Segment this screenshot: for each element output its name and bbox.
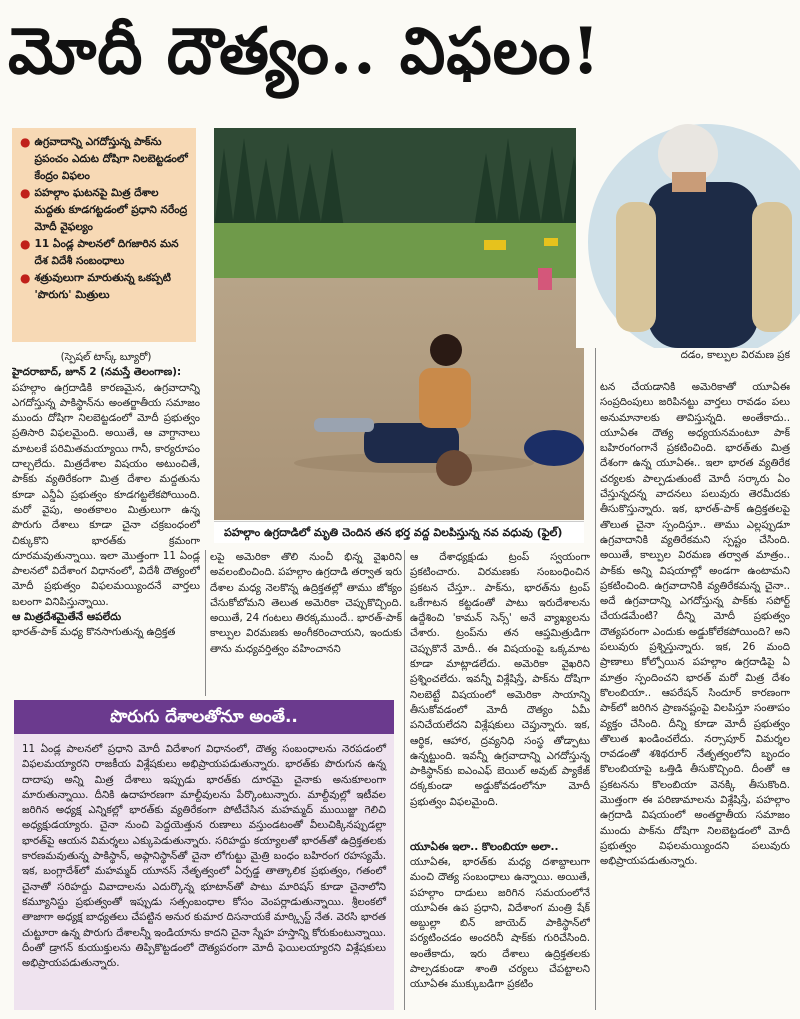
- bullet-icon: ●: [20, 135, 31, 149]
- article-paragraph: ఆ దేశాధ్యక్షుడు ట్రంప్ స్వయంగా ప్రకటించారు. విరమణకు సంబంధించిన ప్రకటన చేస్తూ.. పాక్‌ను, భారత్‌ను ట్రంప్ ఒకేగాటన కట్టడంతో పాటు ఇరుదేశాలను ఉద్దేశించి 'కామన్ సెన్స్' అనే వ్యాఖ్యలను చేశారు. ట్రంప్‌ను తన ఆప్తమిత్రుడిగా చెప్పుకొనే మోదీ.. ఈ విషయంపై ఒక్కమాట కూడా మాట్లాడలేదు. అమెరికా వైఖరిని ప్రశ్నించలేదు. ఇవన్నీ విశ్లేషిస్తే, పాక్‌ను దోషిగా నిలబెట్టే విషయంలో అమెరికా సాయాన్ని తీసుకోవడంలో మోదీ దౌత్యం ఏమీ పనిచేయలేదని విశ్లేషకులు చెప్తున్నారు. ఇక, ఆర్థిక, ఆహార, ద్రవ్యనిధి సంస్థ తోడ్పాటు ఉన్నట్టుంది. ఇవన్నీ ఉగ్రవాదాన్ని ఎగదోస్తున్న పాకిస్థాన్‌కు ఐఎంఎఫ్ బెయిల్ అవుట్ ప్యాకేజ్ దక్కకుండా అడ్డుకోవడంలోనూ మోదీ ప్రభుత్వం విఫలమైంది.: [410, 551, 590, 808]
- pm-photo: [576, 112, 800, 348]
- bullet-icon: ●: [20, 186, 31, 200]
- highlight-text: ఉగ్రవాదాన్ని ఎగదోస్తున్న పాక్‌ను ప్రపంచం ఎదుట దోషిగా నిలబెట్టడంలో కేంద్రం విఫలం: [34, 136, 188, 182]
- article-paragraph: లపై అమెరికా తొలి నుంచీ భిన్న వైఖరిని అవలంబించింది. పహల్గాం ఉగ్రదాడి తర్వాత ఇరు దేశాల మధ్య నెలకొన్న ఉద్రిక్తతల్లో తాము జోక్యం చేసుకోబోమని తెలుత అమెరికా చెప్పుకొచ్చింది. అయితే, 24 గంటలు తిరక్కముందే.. భారత్-పాక్ కాల్పుల విరమణకు అంగీకరించాయని, ఇందుకు తాను మధ్యవర్తిత్వం వహించానని: [210, 551, 402, 655]
- column-divider: [404, 550, 405, 1010]
- highlight-text: శత్రువులుగా మారుతున్న ఒకప్పటి 'పొరుగు' మిత్రులు: [34, 272, 171, 301]
- byline: (స్పెషల్ టాస్క్ బ్యూరో): [60, 351, 152, 363]
- highlight-item: [20, 236, 190, 270]
- bullet-icon: ●: [20, 237, 31, 251]
- highlight-item: [20, 270, 190, 304]
- box-paragraph: 11 ఏండ్ల పాలనలో ప్రధాని మోదీ విదేశాంగ విధానంలో, దౌత్య సంబంధాలను నెరపడంలో విఫలమయ్యారని రాజకీయ విశ్లేషకులు అభిప్రాయపడుతున్నారు. భారత్‌కు పొరుగున ఉన్న దాదాపు అన్ని మిత్ర దేశాలు ఇప్పుడు భారత్‌కు దూరమై చైనాకు అనుకూలంగా మారుతున్నాయి. దీనికి ఉదాహరణగా మాల్దీవులను పేర్కొంటున్నారు. మాల్దీవుల్లో ఇటీవల జరిగిన అధ్యక్ష ఎన్నికల్లో భారత్‌కు వ్యతిరేకంగా పోటీచేసిన మహమ్మద్ ముయిజ్జు గెలిచి అధ్యక్షుడయ్యారు. చైనా నుంచి పెద్దయెత్తున రుణాలు వస్తుండటంతో వీలుచిక్కినప్పుడల్లా భారత్‌పై ఆయన విమర్శలు ఎక్కుపెడుతున్నారు. సరిహద్దు కయ్యాలతో భారత్‌తో ఉద్రిక్తతలకు కారణమవుతున్న పాకిస్థాన్, అఫ్గానిస్థాన్‌తో చైనా లోగుట్టు మైత్రి బంధం బహిరంగ రహస్యమే. ఇక, బంగ్లాదేశ్‌లో మహమ్మద్ యూనస్ నేతృత్వంలో ఏర్పడ్డ తాత్కాలిక ప్రభుత్వం, గతంలో చైనాతో సరిహద్దు వివాదాలను ఎదుర్కొన్న భూటాన్‌తో పాటు మారిషస్ కూడా చైనాలోని కమ్యూనిస్టు ప్రభుత్వంతో ఇప్పుడు సత్సంబంధాల కోసం వెంపర్లాడుతున్నాయి. శ్రీలంకలో తాజాగా అధ్యక్ష బాధ్యతలు చేపట్టిన అనుర కుమార దిసనాయకే మార్క్సిస్ట్ నేత. వెరసి భారత చుట్టూరా ఉన్న పొరుగు దేశాలన్నీ ఇండియాను కాదని చైనా స్నేహ హస్తాన్ని కోరుకుంటున్నాయి. దీంతో డ్రాగన్ కుయుక్తులను తిప్పికొట్టడంలో దౌత్యపరంగా మోదీ ఫెయిలయ్యారని విశ్లేషకులు అభిప్రాయపడుతున్నారు.: [22, 743, 386, 970]
- neighbours-box: [14, 734, 394, 1010]
- column-1: [12, 350, 200, 700]
- highlight-item: [20, 134, 190, 185]
- column-4-top: [600, 348, 790, 378]
- article-paragraph: టన చేయడానికి అమెరికాతో యూఏఈ సంప్రదింపులు జరిపినట్టు వార్తలు రావడం పలు అనుమానాలకు తావిస్తున్నది. అంతేకాదు.. యూఏఈ దౌత్య అధ్యయనమంటూ పాక్ బహిరంగంగానే ప్రకటించింది. భారత్‌తు మిత్ర దేశంగా ఉన్న యూఏఈ.. ఇలా భారత వ్యతిరేక చర్యలకు పాల్పడుతుంటే మోదీ సర్కారు ఏం చేస్తున్నదన్న వాదనలు పలువురు తెరమీదకు తీసుకొస్తున్నారు. ఇక, భారత్-పాక్ ఉద్రిక్తతలపై తొలుత చైనా స్పందిస్తూ.. తాము ఎల్లప్పుడూ ఉగ్రవాదానికి వ్యతిరేకమని స్పష్టం చేసింది. అయితే, కాల్పుల విరమణ తర్వాత మాత్రం.. పాక్‌కు అన్ని విషయాల్లో అండగా ఉంటామని ప్రకటించింది. ఉగ్రవాదానికి వ్యతిరేకమన్న చైనా.. అదే ఉగ్రవాదాన్ని ఎగదోస్తున్న పాక్‌కు సపోర్ట్ చేయడమేంటి? దీన్ని మోదీ ప్రభుత్వం దౌత్యపరంగా ఎందుకు అడ్డుకోలేకపోయింది? అని పలువురు ప్రశ్నిస్తున్నారు. ఇక, 26 మంది ప్రాణాలు కోల్పోయిన పహల్గాం ఉగ్రదాడిపై ఏ మాత్రం స్పందించని భారత్ మరో మిత్ర దేశం కొలంబియా.. ఆపరేషన్ సిందూర్ కారణంగా పాక్‌లో జరిగిన ప్రాణనష్టంపై విలపిస్తూ సంతాపం వ్యక్తం చేసింది. దీన్ని కూడా మోదీ ప్రభుత్వం తొలుత ఖండించలేదు. నర్సాపూర్ విమర్శల రావడంతో శశిథరూర్ నేతృత్వంలోని బృందం కొలంబియాపై ఒత్తిడి తీసుకొచ్చింది. దీంతో ఆ ప్రకటనను కొలంబియా వెనక్కి తీసుకొంది. మొత్తంగా ఈ పరిణామాలను విశ్లేషిస్తే, పహల్గాం ఉగ్రదాడి విషయంలో అంతర్జాతీయ సమాజం ముందు పాక్‌ను దోషిగా నిలబెట్టడంలో మోదీ ప్రభుత్వం విఫలమయ్యిందని పలువురు అభిప్రాయపడుతున్నారు.: [600, 381, 790, 868]
- main-photo: [214, 128, 584, 520]
- subheading: యూఏఈ ఇలా.. కొలంబియా అలా..: [410, 841, 559, 853]
- column-divider: [205, 550, 206, 696]
- highlight-text: పహల్గాం ఘటనపై మిత్ర దేశాల మద్దతు కూడగట్టడంలో ప్రధాని నరేంద్ర మోదీ వైఫల్యం: [34, 187, 188, 233]
- column-2: [210, 550, 402, 696]
- column-3: [410, 550, 590, 840]
- article-paragraph: దడం, కాల్పుల విరమణ ప్రక: [680, 349, 790, 361]
- article-paragraph: పహల్గాం ఉగ్రదాడికి కారణమైన, ఉగ్రవాదాన్ని ఎగదోస్తున్న పాకిస్థాన్‌ను అంతర్జాతీయ సమాజం ముందు దోషిగా నిలబెట్టడంలో మోదీ ప్రభుత్వం ప్రతిసారి విఫలమైంది. అయితే, ఆ వాగ్దానాలు మాటలకే పరిమితమయ్యాయి గానీ, కార్యరూపం దాల్చలేదు. మిత్రదేశాల విషయం అటుంచితే, పాక్‌కు వ్యతిరేకంగా మిత్ర దేశాల మద్దతును కూడా ఎన్డీఏ ప్రభుత్వం కూడగట్టలేకపోయింది. మరో వైపు, అంతకాలం మిత్రులుగా ఉన్న పొరుగు దేశాలు కూడా చైనా చక్రబంధంలో చిక్కుకొని భారత్‌కు క్రమంగా దూరమవుతున్నాయి. ఇలా మొత్తంగా 11 ఏండ్ల పాలనలో విదేశాంగ విధానంలో, విదేశీ దౌత్యంలో మోదీ ప్రభుత్వం విఫలమయ్యిందనే వార్తలు బలంగా వినిపిస్తున్నాయి.: [12, 381, 200, 608]
- highlight-item: [20, 185, 190, 236]
- subheading: ఆ మిత్రదేశమైతేనే ఆపలేదు: [12, 611, 122, 624]
- bullet-icon: ●: [20, 271, 31, 285]
- column-3-section: [410, 840, 590, 1010]
- highlight-text: 11 ఏండ్ల పాలనలో దిగజారిన మన దేశ విదేశీ సంబంధాలు: [34, 238, 179, 267]
- column-divider: [595, 348, 596, 1010]
- highlights-box: [12, 128, 196, 342]
- box-title: పొరుగు దేశాలతోనూ అంతే..: [14, 700, 394, 734]
- headline: మోదీ దౌత్యం.. విఫలం!: [8, 14, 601, 89]
- article-paragraph: భారత్-పాక్ మధ్య కొనసాగుతున్న ఉద్రిక్తత: [12, 626, 176, 639]
- photo-caption: పహల్గాం ఉగ్రదాడిలో మృతి చెందిన తన భర్త వద్ద విలపిస్తున్న నవ వధువు (ఫైల్): [214, 521, 584, 543]
- dateline: హైదరాబాద్, జూన్ 2 (నమస్తే తెలంగాణ):: [12, 366, 182, 379]
- column-4: [600, 380, 790, 1010]
- article-paragraph: యూఏఈ, భారత్‌కు మధ్య దశాబ్దాలుగా మంచి దౌత్య సంబంధాలు ఉన్నాయి. అయితే, పహల్గాం దాడులు జరిగిన సమయంలోనే యూఏఈ ఉప ప్రధాని, విదేశాంగ మంత్రి షేక్ అబ్దుల్లా బిన్ జాయెద్ పాకిస్థాన్‌లో పర్యటించడం అందరినీ షాక్‌కు గురిచేసింది. అంతేకాదు, ఇరు దేశాలు ఉద్రిక్తతలకు పాల్పడకుండా శాంతి చర్యలు చేపట్టాలని యూఏఈ ముక్కుబడిగా ప్రకటిం: [410, 856, 590, 991]
